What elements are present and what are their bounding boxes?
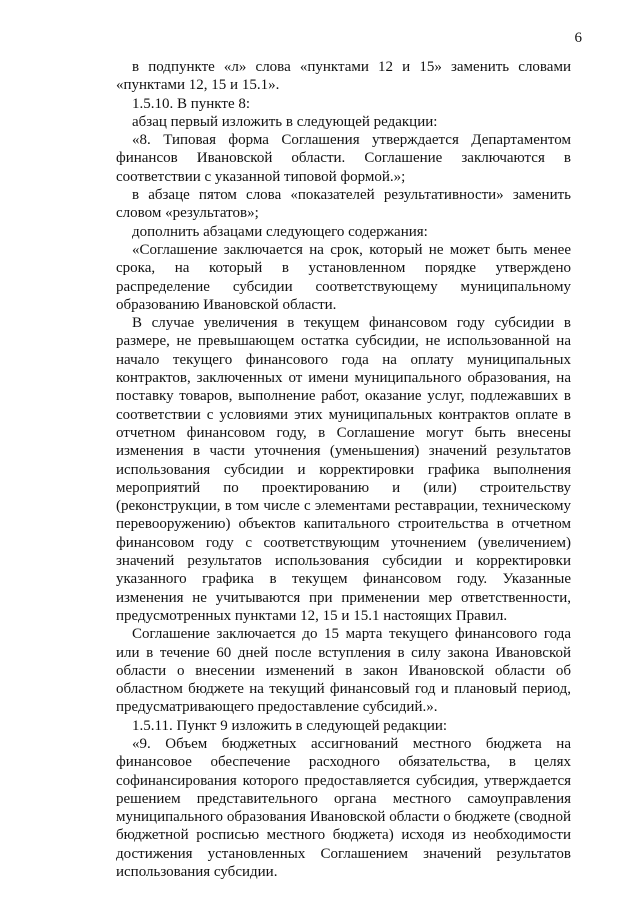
paragraph-7: «Соглашение заключается на срок, который не может быть менее срока, на который в установленном порядке утверждено распределение субсидии соответствующему муниципальному образованию Ивановской области. [116,241,571,313]
paragraph-8: В случае увеличения в текущем финансовом году субсидии в размере, не превышающем остатка субсидии, не использованной на начало текущего финансового года на оплату муниципальных контрактов, заключенных от имени муниципального образования, на поставку товаров, выполнение работ, оказание услуг, подлежавших в соответствии с условиями этих муниципальных контрактов оплате в отчетном финансовом году, в Соглашение могут быть внесены изменения в части уточнения (уменьшения) значений результатов использования субсидии и корректировки графика выполнения мероприятий по проектированию и (или) строительству (реконструкции, в том числе с элементами реставрации, техническому перевооружению) объектов капитального строительства в отчетном финансовом году с соответствующим уточнением (увеличением) значений результатов использования субсидии и корректировки указанного графика в текущем финансовом году. Указанные изменения не учитываются при применении мер ответственности, предусмотренных пунктами 12, 15 и 15.1 настоящих Правил. [116,315,571,624]
paragraph-3: абзац первый изложить в следующей редакции: [132,113,438,130]
paragraph-6: дополнить абзацами следующего содержания: [132,223,428,240]
page-number: 6 [574,30,582,46]
paragraph-1: в подпункте «л» слова «пунктами 12 и 15» заменить словами «пунктами 12, 15 и 15.1». [116,59,571,94]
paragraph-2: 1.5.10. В пункте 8: [132,95,251,112]
paragraph-10: 1.5.11. Пункт 9 изложить в следующей редакции: [132,717,448,734]
paragraph-4: «8. Типовая форма Соглашения утверждается Департаментом финансов Ивановской области. Соглашение заключаются в соответствии с указанной типовой формой.»; [116,132,571,185]
body-text [116,58,571,881]
paragraph-5: в абзаце пятом слова «показателей результативности» заменить словом «результатов»; [116,187,571,222]
paragraph-9: Соглашение заключается до 15 марта текущего финансового года или в течение 60 дней после вступления в силу закона Ивановской области о внесении изменений в закон Ивановской области об областном бюджете на текущий финансовый год и плановый период, предусматривающего предоставление субсидий.». [116,626,571,716]
paragraph-11: «9. Объем бюджетных ассигнований местного бюджета на финансовое обеспечение расходного обязательства, в целях софинансирования которого предоставляется субсидия, утверждается решением представительного органа местного самоуправления муниципального образования Ивановской области о бюджете (сводной бюджетной росписью местного бюджета) исходя из необходимости достижения установленных Соглашением значений результатов использования субсидии. [116,735,571,881]
